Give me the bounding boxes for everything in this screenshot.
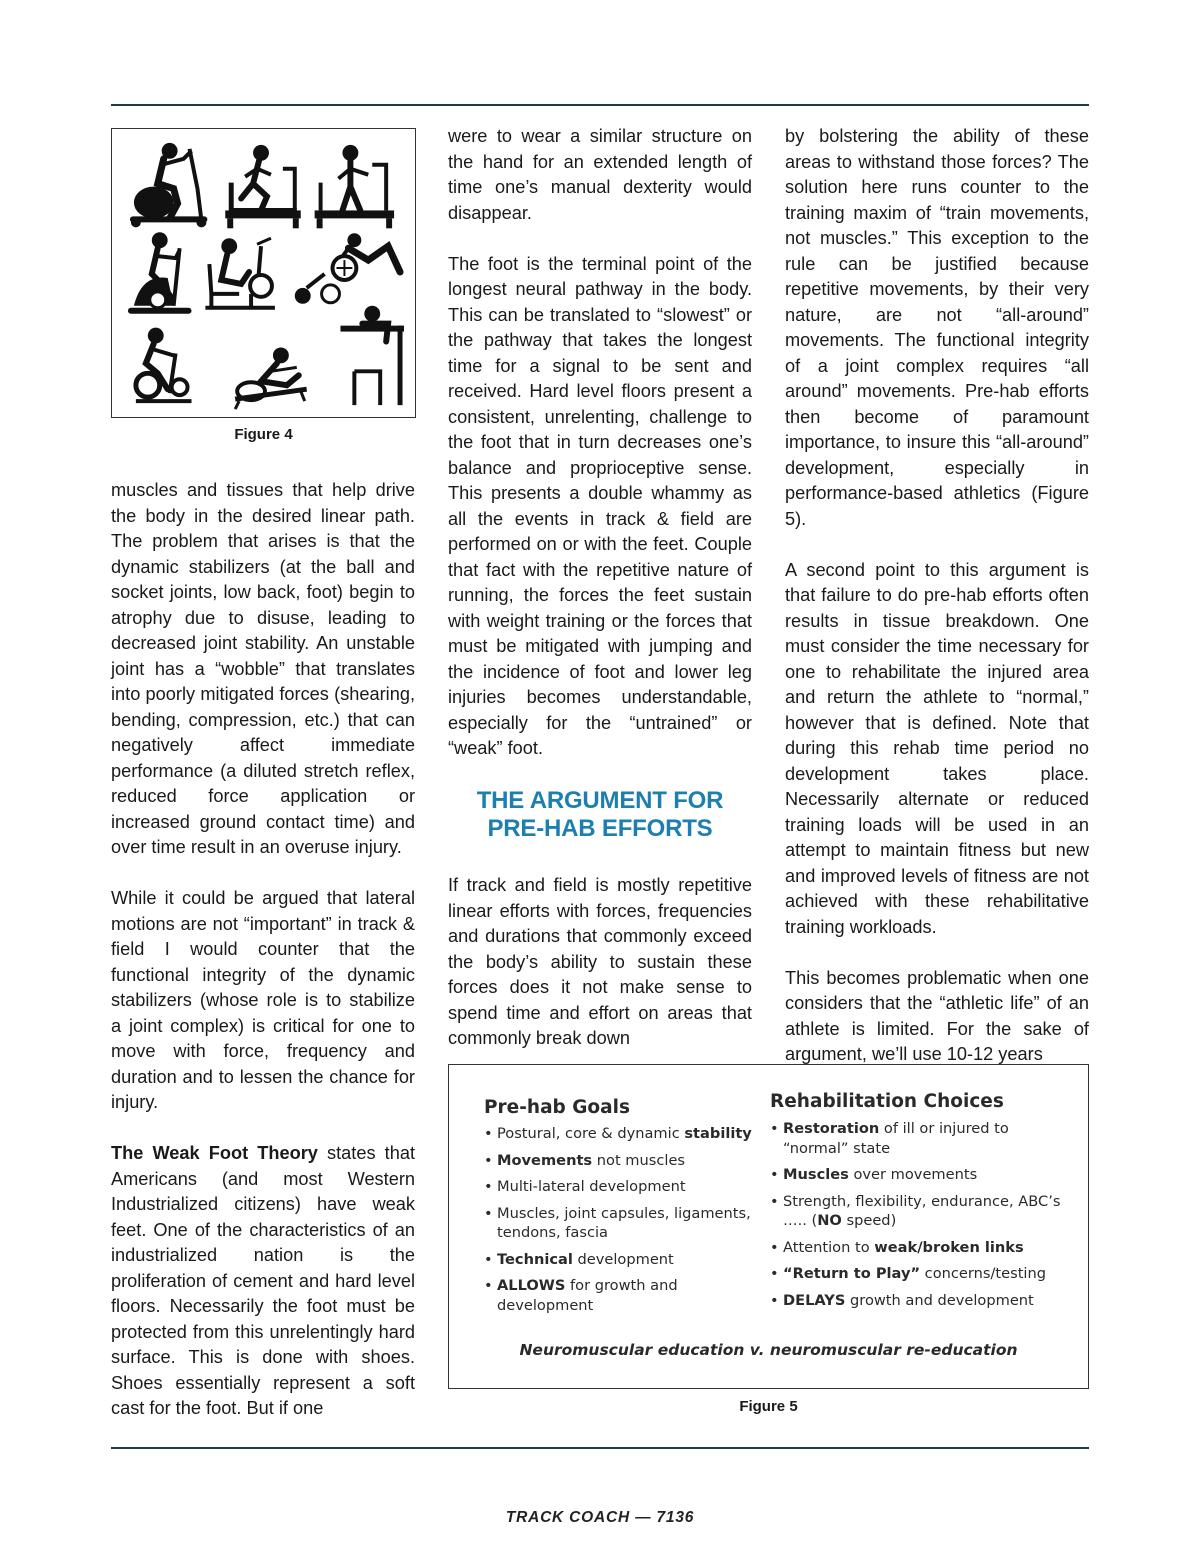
bench-press-icon	[340, 306, 404, 405]
bullet-post-text: of ill or injured to “normal” state	[783, 1120, 1009, 1157]
bullet-item	[484, 1124, 759, 1144]
bullet-item	[770, 1119, 1070, 1158]
rowing-machine-icon	[235, 347, 307, 409]
bullet-post-text: growth and development	[845, 1291, 1034, 1309]
bullet-post-text: over movements	[848, 1166, 978, 1183]
figure-5-caption: Figure 5	[739, 1398, 798, 1415]
bullet-pre-text: Postural, core & dynamic	[497, 1125, 685, 1142]
column-2	[448, 124, 752, 1052]
rehab-choices-panel	[770, 1091, 1070, 1317]
bullet-item	[770, 1264, 1070, 1284]
weak-foot-theory-term: The Weak Foot Theory	[111, 1143, 318, 1163]
bullet-pre-text: Attention to	[783, 1238, 875, 1256]
bullet-post-text: speed)	[841, 1212, 897, 1229]
bullet-post-text: development	[572, 1250, 674, 1268]
bullet-post-text: not muscles	[592, 1151, 686, 1169]
col1-paragraph-3-text: states that Americans (and most Western Industrialized citizens) have weak feet. One of the characteristics of an industrialized nation is the proliferation of cement and hard level floors. Necessarily the foot must be protected from this unrelentingly hard surface. This is done with shoes. Shoes essentially represent a soft cast for the foot. But if one	[111, 1143, 416, 1418]
bullet-post-text: concerns/testing	[920, 1265, 1046, 1282]
stationary-bike-icon	[136, 328, 192, 401]
col1-paragraph-1: muscles and tissues that help drive the body in the desired linear path. The problem that arises is that the dynamic stabilizers (at the ball and socket joints, low back, foot) begin to atrophy due to disuse, leading to decreased joint stability. An unstable joint has a “wobble” that translates into poorly mitigated forces (shearing, bending, compression, etc.) that can negatively affect immediate performance (a diluted stretch reflex, reduced force application or increased ground contact time) and over time result in an overuse injury.	[111, 480, 415, 857]
prehab-goals-list	[484, 1124, 759, 1315]
figure-5-box	[448, 1064, 1089, 1389]
treadmill-walking-icon	[315, 145, 394, 228]
bottom-rule	[111, 1447, 1089, 1449]
bullet-bold-text: NO	[817, 1212, 842, 1229]
col2-paragraph-3: If track and field is mostly repetitive linear efforts with forces, frequencies and durations that commonly exceed the body’s ability to sustain these forces does it not make sense to spend time and effort on areas that commonly break down	[448, 875, 752, 1048]
figure-4-image	[111, 128, 416, 418]
bullet-pre-text: Muscles, joint capsules, ligaments, tendons, fascia	[497, 1204, 751, 1241]
bullet-item	[484, 1204, 759, 1243]
rehab-choices-title: Rehabilitation Choices	[770, 1091, 1004, 1112]
col3-paragraph-2: A second point to this argument is that failure to do pre-hab efforts often results in tissue breakdown. One must consider the time necessary for one to rehabilitate the injured area and return the athlete to “normal,” however that is defined. Note that during this rehab time period no development takes place. Necessarily alternate or reduced training loads will be used in an attempt to maintain fitness but new and improved levels of fitness are not achieved with these rehabilitative training workloads.	[785, 559, 1089, 937]
col2-paragraph-1: were to wear a similar structure on the hand for an extended length of time one’s manual dexterity would disappear.	[448, 126, 752, 223]
treadmill-running-icon	[225, 145, 300, 228]
bullet-item	[484, 1276, 759, 1315]
column-1	[111, 478, 415, 1422]
figure-5-bottom-line: Neuromuscular education v. neuromuscular re-education	[519, 1341, 1018, 1359]
bullet-item	[770, 1165, 1070, 1185]
bullet-item	[484, 1250, 759, 1270]
bullet-bold-text: Restoration	[783, 1120, 880, 1137]
section-heading: THE ARGUMENT FOR PRE-HAB EFFORTS	[476, 787, 724, 842]
col3-paragraph-3: This becomes problematic when one considers that the “athletic life” of an athlete is limited. For the sake of argument, we’ll use 10-12 years	[785, 967, 1089, 1064]
bullet-bold-text: ALLOWS	[497, 1277, 566, 1294]
bullet-item	[770, 1238, 1070, 1258]
figure-4-caption: Figure 4	[234, 426, 293, 443]
col1-paragraph-2: While it could be argued that lateral motions are not “important” in track & field I would counter that the functional integrity of the dynamic stabilizers (whose role is to stabilize a joint complex) is critical for one to move with force, frequency and duration and to lessen the chance for injury.	[111, 888, 415, 1112]
bullet-bold-text: weak/broken links	[874, 1238, 1024, 1256]
bullet-bold-text: DELAYS	[783, 1291, 846, 1309]
bullet-pre-text: Strength, flexibility, endurance, ABC’s ….. (	[783, 1192, 1061, 1229]
bullet-bold-text: Movements	[497, 1151, 593, 1169]
page-footer: TRACK COACH — 7136	[505, 1509, 695, 1526]
elliptical-icon	[130, 143, 207, 227]
bullet-item	[484, 1177, 759, 1197]
bullet-pre-text: Multi-lateral development	[497, 1178, 686, 1195]
top-rule	[111, 104, 1089, 106]
prehab-goals-title: Pre-hab Goals	[484, 1097, 630, 1118]
column-3	[785, 124, 1089, 1068]
recumbent-bike-icon	[205, 238, 275, 308]
bullet-bold-text: “Return to Play”	[783, 1265, 921, 1282]
bullet-item	[770, 1291, 1070, 1311]
bullet-bold-text: stability	[684, 1125, 752, 1142]
bullet-bold-text: Muscles	[783, 1166, 849, 1183]
col1-paragraph-3	[111, 1141, 415, 1422]
bullet-bold-text: Technical	[497, 1250, 573, 1268]
bullet-item	[770, 1192, 1070, 1231]
rehab-choices-list	[770, 1119, 1070, 1310]
bullet-item	[484, 1151, 759, 1171]
col3-paragraph-1: by bolstering the ability of these areas to withstand those forces? The solution here runs counter to the training maxim of “train movements, not muscles.” This exception to the rule can be justified because repetitive movements, by their very nature, are not “all-around” movements. The functional integrity of a joint complex requires “all around” movements. Pre-hab efforts then become of paramount importance, to insure this “all-around” development, especially in performance-based athletics (Figure 5).	[785, 126, 1089, 529]
prehab-goals-panel	[484, 1097, 759, 1322]
col2-paragraph-2: The foot is the terminal point of the longest neural pathway in the body. This can be translated to “slowest” or the pathway that takes the longest time for a signal to be sent and received. Hard level floors present a consistent, unrelenting, challenge to the foot that in turn decreases one’s balance and proprioceptive sense. This presents a double whammy as all the events in track & field are performed on or with the feet. Couple that fact with the repetitive nature of running, the forces the feet sustain with weight training or the forces that must be mitigated with jumping and the incidence of foot and lower leg injuries becomes understandable, especially for the “untrained” or “weak” foot.	[448, 253, 752, 758]
bullet-post-text: for growth and development	[497, 1277, 678, 1314]
wheel-rollout-icon	[295, 233, 400, 304]
upright-bike-icon	[128, 232, 192, 313]
